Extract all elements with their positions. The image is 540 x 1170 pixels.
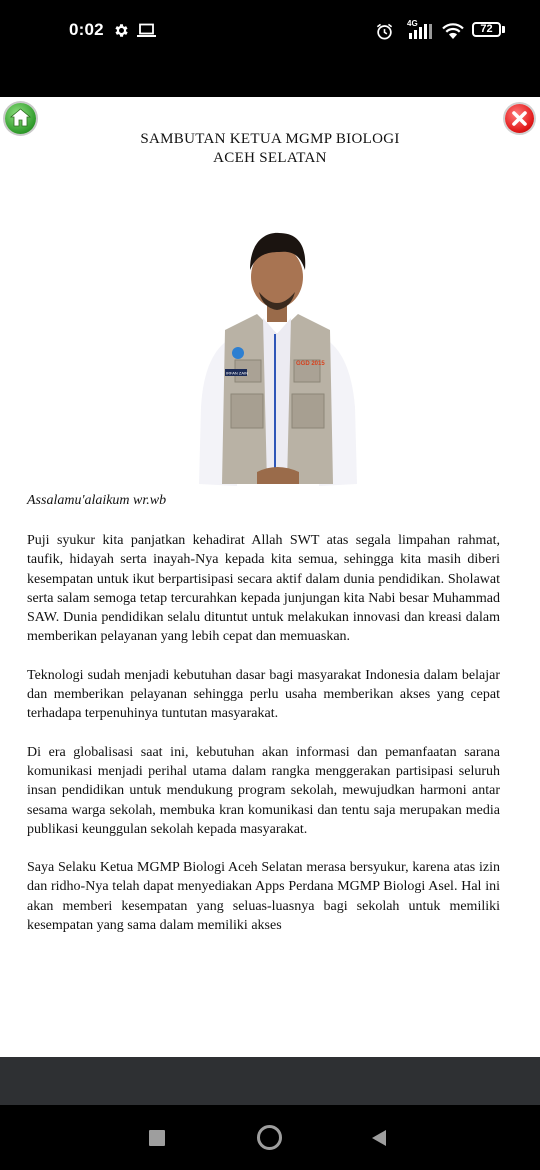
signal-icon <box>406 24 434 39</box>
battery-tip <box>502 26 505 33</box>
triangle-back-icon[interactable] <box>370 1129 388 1147</box>
content-area <box>0 97 540 1057</box>
footer-bar <box>0 1057 540 1105</box>
battery-level: 72 <box>480 23 493 35</box>
circle-icon[interactable] <box>257 1125 282 1150</box>
close-button[interactable] <box>505 104 534 133</box>
laptop-icon <box>137 23 156 38</box>
paragraph: Teknologi sudah menjadi kebutuhan dasar bagi masyarakat Indonesia dalam belajar dan memberikan pelayanan sehingga perlu usaha memberikan akses yang cepat terhadapa terpenuhinya tuntutan masyarakat. <box>27 667 500 722</box>
title-line-1: SAMBUTAN KETUA MGMP BIOLOGI <box>140 131 400 147</box>
name-tag-text: IRFAN ZAIN <box>226 370 249 376</box>
greeting: Assalamu'alaikum wr.wb <box>27 493 167 508</box>
square-icon[interactable] <box>149 1130 165 1146</box>
paragraph: Di era globalisasi saat ini, kebutuhan akan informasi dan pemanfaatan sarana komunikasi menjadi perihal utama dalam rangka menggerakan partisipasi seluruh insan pendidikan untuk mendukung program sekolah, mewujudkan harmoni antar sesama warga sekolah, membuka kran komunikasi dan tentu saja merupakan media publikasi keunggulan sekolah kepada masyarakat. <box>27 744 500 837</box>
article-body <box>27 531 500 941</box>
battery-icon <box>472 22 501 37</box>
paragraph: Puji syukur kita panjatkan kehadirat Allah SWT atas segala limpahan rahmat, taufik, hidayah serta inayah-Nya kepada kita semua, sehingga kita masih diberi kesempatan untuk ikut berpartisipasi secara aktif dalam dunia pendidikan. Sholawat serta salam semoga tetap tercurahkan kepada junjungan kita Nabi besar Muhammad SAW. Dunia pendidikan selalu dituntut untuk melakukan innovasi dan kreasi dalam memberikan pelayanan yang lebih cepat dan memuaskan. <box>27 533 500 645</box>
paragraph: Saya Selaku Ketua MGMP Biologi Aceh Selatan merasa bersyukur, karena atas izin dan ridho-Nya telah dapat menyediakan Apps Perdana MGMP Biologi Asel. Hal ini akan memberi kesempatan yang seluas-luasnya bagi sekolah untuk memiliki kesempatan yang sama dalam memiliki akses <box>27 860 500 934</box>
chairman-photo <box>195 222 360 490</box>
wifi-icon <box>441 22 465 40</box>
title-line-2: ACEH SELATAN <box>213 150 327 166</box>
page-title <box>0 130 540 168</box>
alarm-icon <box>375 22 394 41</box>
gear-icon <box>113 22 130 39</box>
close-icon <box>505 104 534 133</box>
network-type: 4G <box>407 19 418 28</box>
navigation-bar <box>0 1105 540 1170</box>
vest-badge-text: GGD 2015 <box>296 361 325 367</box>
status-time: 0:02 <box>69 20 104 39</box>
status-bar <box>0 0 540 97</box>
